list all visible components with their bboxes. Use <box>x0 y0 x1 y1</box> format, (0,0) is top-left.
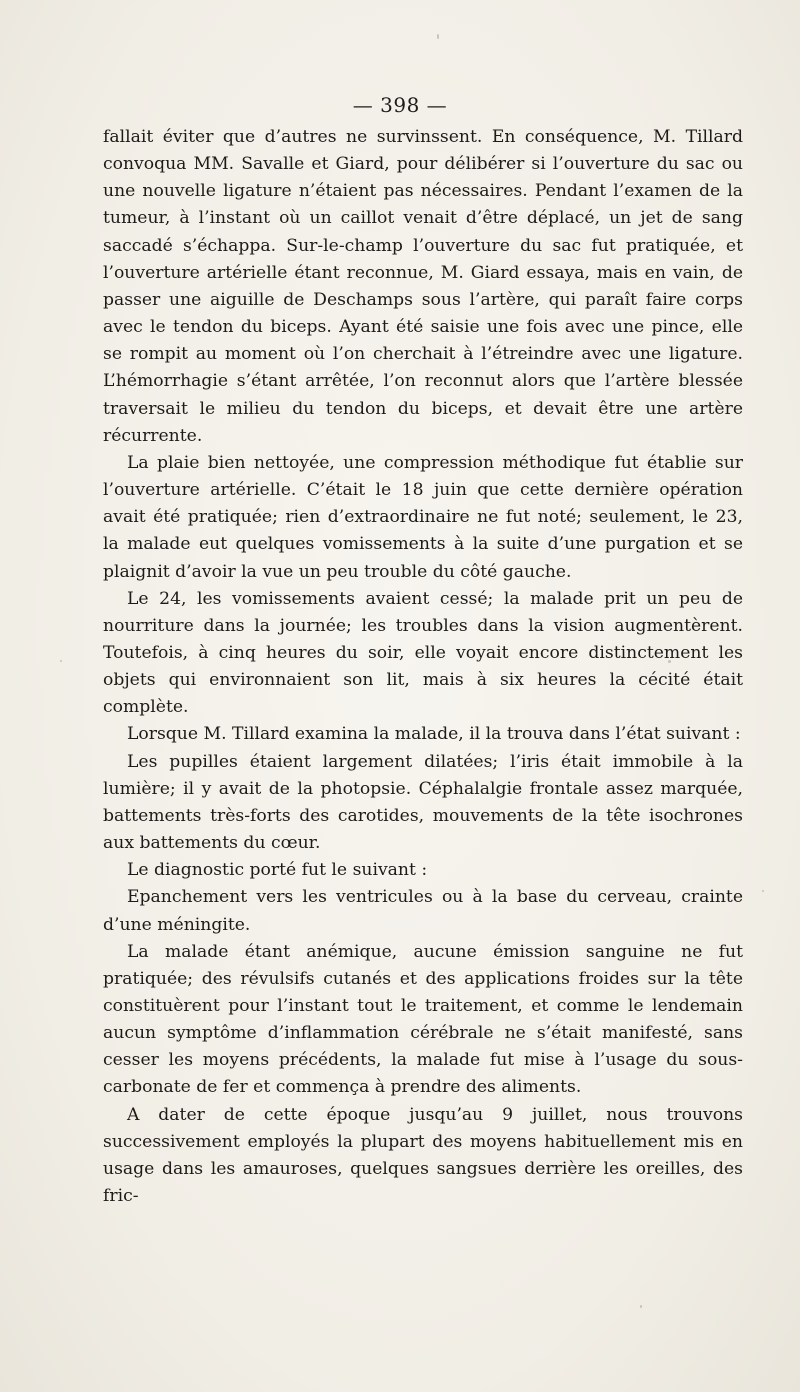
paragraph: Lorsque M. Tillard examina la malade, il la trouva dans l’état suivant : <box>127 724 741 745</box>
paper-speck <box>437 34 439 39</box>
paragraph: Le 24, les vomissements avaient cessé; la malade prit un peu de nourriture dans la journée; les troubles dans la vision augmentèrent. Toutefois, à cinq heures du soir, elle voyait encore distinctement les objets qui environnaient son lit, mais à six heures la cécité était complète. <box>103 588 743 718</box>
paragraph: Les pupilles étaient largement dilatées; l’iris était immobile à la lumière; il y avait de la photopsie. Céphalalgie frontale assez marquée, battements très-forts des carotides, mouvements de la tête isochrones aux battements du cœur. <box>103 751 743 854</box>
page-number: — 398 — <box>352 93 448 117</box>
paragraph: Epanchement vers les ventricules ou à la base du cerveau, crainte d’une méningite. <box>103 887 743 935</box>
paper-speck <box>60 660 62 662</box>
paragraph: fallait éviter que d’autres ne survinssent. En conséquence, M. Tillard convoqua MM. Savalle et Giard, pour délibérer si l’ouverture du sac ou une nouvelle ligature n’étaient pas nécessaires. Pendant l’examen de la tumeur, à l’instant où un caillot venait d’être déplacé, un jet de sang saccadé s’échappa. Sur-le-champ l’ouverture du sac fut pratiquée, et l’ouverture artérielle étant reconnue, M. Giard essaya, mais en vain, de passer une aiguille de Deschamps sous l’artère, qui paraît faire corps avec le tendon du biceps. Ayant été saisie une fois avec une pince, elle se rompit au moment où l’on cherchait à l’étreindre avec une ligature. L’hémorrhagie s’étant arrêtée, l’on reconnut alors que l’artère blessée traversait le milieu du tendon du biceps, et devait être une artère récurrente. <box>103 127 743 446</box>
paragraph: La plaie bien nettoyée, une compression méthodique fut établie sur l’ouverture artérielle. C’était le 18 juin que cette dernière opération avait été pratiquée; rien d’extraordinaire ne fut noté; seulement, le 23, la malade eut quelques vomissements à la suite d’une purgation et se plaignit d’avoir la vue un peu trouble du côté gauche. <box>103 452 743 582</box>
paragraph: Le diagnostic porté fut le suivant : <box>127 860 428 881</box>
paper-speck <box>762 890 764 892</box>
paper-speck <box>640 1305 642 1308</box>
paragraph: A dater de cette époque jusqu’au 9 juillet, nous trouvons successivement employés la plupart des moyens habituellement mis en usage dans les amauroses, quelques sangsues derrière les oreilles, des fric- <box>103 1104 743 1207</box>
paragraph: La malade étant anémique, aucune émission sanguine ne fut pratiquée; des révulsifs cutanés et des applications froides sur la tête constituèrent pour l’instant tout le traitement, et comme le lendemain aucun symptôme d’inflammation cérébrale ne s’était manifesté, sans cesser les moyens précédents, la malade fut mise à l’usage du sous-carbonate de fer et commença à prendre des aliments. <box>103 941 743 1098</box>
body-text <box>103 124 743 1210</box>
